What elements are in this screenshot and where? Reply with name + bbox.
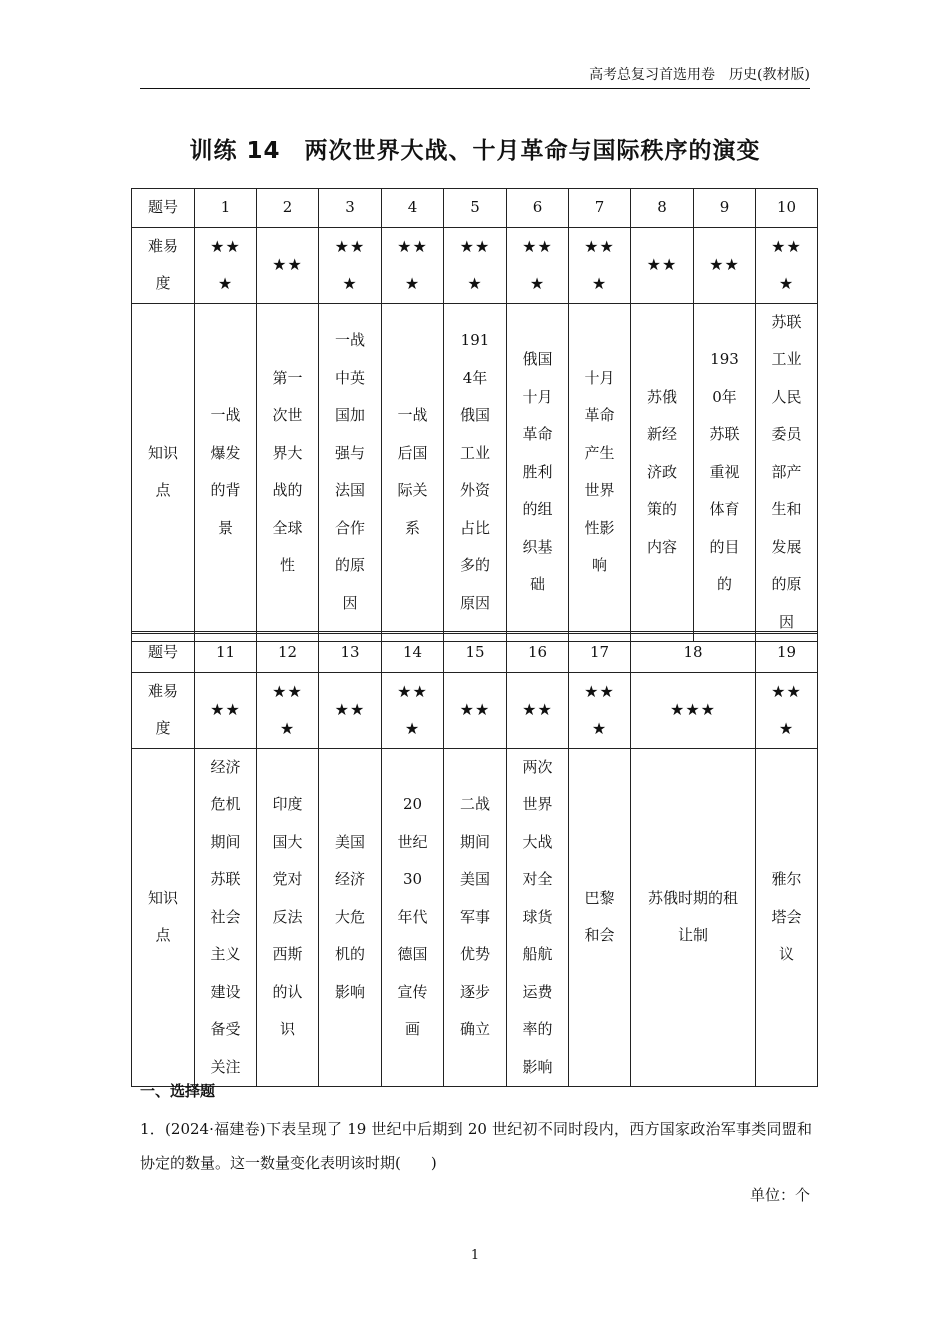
knowledge-point: 经济危机期间苏联社会主义建设备受关注 [210,757,241,1076]
knowledge-point: 20世纪30年代德国宣传画 [397,795,428,1038]
knowledge-point: 1914年俄国工业外资占比多的原因 [459,331,490,612]
question-number: 5 [444,189,507,228]
knowledge-point: 一战爆发的背景 [210,406,241,537]
difficulty-stars: ★★ [459,700,491,720]
question-number: 8 [631,189,694,228]
question-number: 17 [569,633,631,673]
knowledge-point: 一战后国际关系 [397,406,428,537]
table-row-difficulty [132,227,818,303]
knowledge-point: 1930年苏联重视体育的目的 [709,350,740,593]
difficulty-stars: ★★★ [771,681,802,738]
knowledge-point: 二战期间美国军事优势逐步确立 [459,795,490,1038]
question-number: 1 [195,189,257,228]
knowledge-point: 印度国大党对反法西斯的认识 [272,795,303,1038]
table-row-knowledge-points [132,303,818,642]
label-question-number: 题号 [132,189,195,228]
difficulty-stars: ★★★ [459,236,491,293]
question-number: 13 [319,633,382,673]
label-question-number: 题号 [132,633,195,673]
question-number: 11 [195,633,257,673]
page-number: 1 [470,1248,480,1263]
knowledge-point: 雅尔塔会议 [771,870,802,963]
difficulty-stars: ★★★ [522,236,553,293]
question-number: 7 [569,189,631,228]
difficulty-stars: ★★★ [584,681,615,738]
unit-label: 单位：个 [749,1186,810,1204]
table-row-question-numbers [132,633,818,673]
difficulty-stars: ★★★ [272,681,303,738]
page-title: 训练 14 两次世界大战、十月革命与国际秩序的演变 [189,138,761,164]
knowledge-point: 巴黎和会 [584,888,615,945]
difficulty-stars: ★★ [210,700,241,720]
difficulty-stars: ★★★ [397,236,428,293]
difficulty-stars: ★★★ [334,236,366,293]
label-knowledge-point: 知识点 [147,888,178,945]
question-number: 10 [756,189,818,228]
difficulty-stars: ★★★ [397,681,428,738]
knowledge-table-1 [131,188,818,642]
question-number: 2 [257,189,319,228]
label-difficulty: 难易度 [147,236,178,292]
question-number: 14 [382,633,444,673]
page-header: 高考总复习首选用卷 历史(教材版) [140,64,810,89]
question-number: 18 [631,633,756,673]
knowledge-point: 美国经济大危机的影响 [334,832,365,1001]
knowledge-point: 俄国十月革命胜利的组织基础 [522,350,553,593]
difficulty-stars: ★★★ [631,672,756,748]
knowledge-point: 苏联工业人民委员部产生和发展的原因 [771,312,802,631]
label-knowledge-point: 知识点 [147,443,178,500]
knowledge-point: 苏俄时期的租让制 [647,888,738,945]
difficulty-stars: ★★ [522,700,553,720]
difficulty-stars: ★★ [272,255,303,275]
question-number: 12 [257,633,319,673]
question-1-stem: 1．(2024·福建卷)下表呈现了 19 世纪中后期到 20 世纪初不同时段内，西方国家政治军事类同盟和协定的数量。这一数量变化表明该时期( ) [140,1120,812,1172]
table-row-difficulty [132,672,818,748]
question-number: 6 [507,189,569,228]
section-title: 一、选择题 [140,1082,216,1100]
knowledge-point: 第一次世界大战的全球性 [272,368,303,575]
label-difficulty: 难易度 [147,681,178,737]
table-row-question-numbers [132,189,818,228]
difficulty-stars: ★★ [646,255,678,275]
question-number: 16 [507,633,569,673]
knowledge-point: 十月革命产生世界性影响 [584,368,615,575]
table-row-knowledge-points [132,748,818,1087]
question-number: 4 [382,189,444,228]
question-number: 15 [444,633,507,673]
knowledge-point: 苏俄新经济政策的内容 [646,387,677,556]
difficulty-stars: ★★★ [210,236,241,293]
knowledge-table-2 [131,631,818,1087]
question-number: 9 [694,189,756,228]
difficulty-stars: ★★★ [771,236,802,293]
difficulty-stars: ★★★ [584,236,615,293]
question-number: 3 [319,189,382,228]
knowledge-point: 两次世界大战对全球货船航运费率的影响 [522,757,553,1076]
difficulty-stars: ★★ [334,700,366,720]
question-number: 19 [756,633,818,673]
knowledge-point: 一战中英国加强与法国合作的原因 [334,331,365,612]
difficulty-stars: ★★ [709,255,740,275]
